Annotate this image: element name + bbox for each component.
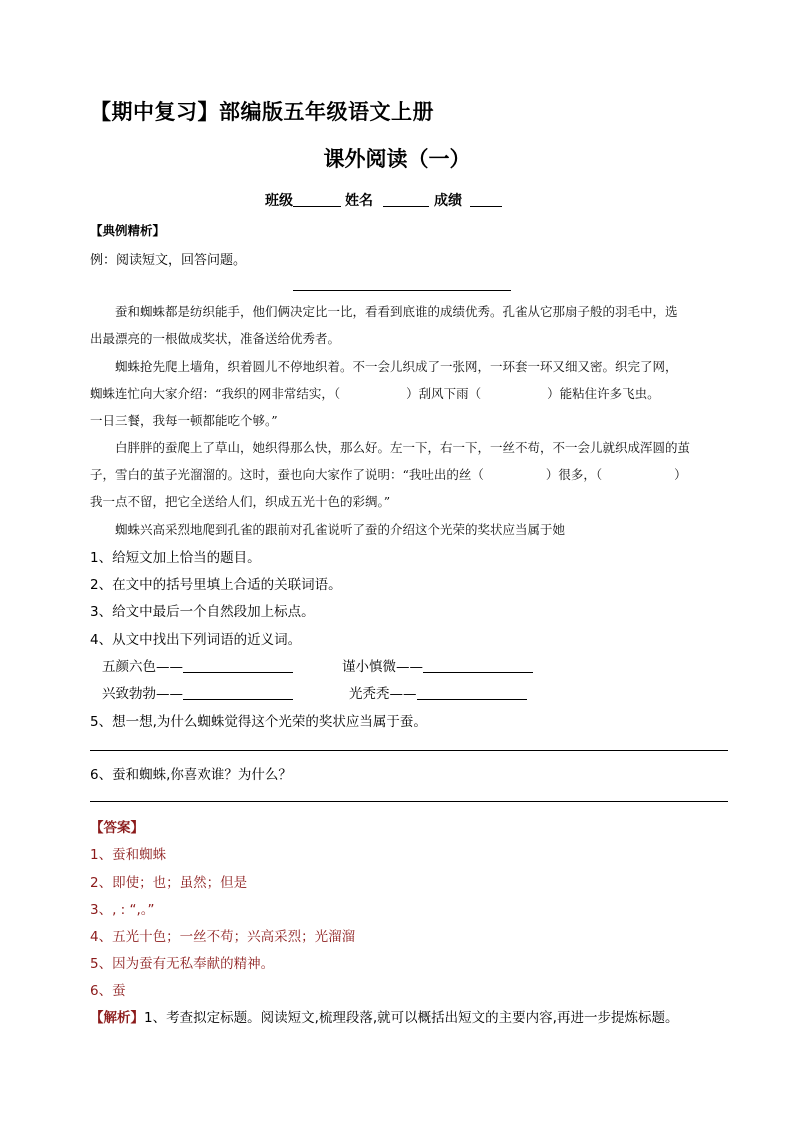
- answer-4: 4、五光十色；一丝不苟；兴高采烈；光溜溜: [90, 929, 356, 945]
- class-field: [265, 190, 341, 210]
- story-p4: 蜘蛛兴高采烈地爬到孔雀的跟前对孔雀说听了蚕的介绍这个光荣的奖状应当属于她: [115, 522, 566, 537]
- name-blank[interactable]: [383, 192, 429, 207]
- analysis-text: 1、考查拟定标题。阅读短文,梳理段落,就可以概括出短文的主要内容,再进一步提炼标题。: [144, 1010, 679, 1026]
- question-3: 3、给文中最后一个自然段加上标点。: [90, 604, 315, 620]
- synonym-word: 五颜六色——: [102, 659, 183, 675]
- synonym-word: 兴致勃勃——: [102, 686, 183, 702]
- story-p2-line2: [90, 384, 660, 402]
- question-1: 1、给短文加上恰当的题目。: [90, 550, 261, 566]
- story-p3-line3: 我一点不留，把它全送给人们，织成五光十色的彩绸。”: [90, 494, 391, 509]
- analysis-label: 【解析】: [90, 1010, 144, 1026]
- score-field: [434, 190, 502, 210]
- score-blank[interactable]: [470, 192, 502, 207]
- question-2: 2、在文中的括号里填上合适的关联词语。: [90, 577, 342, 593]
- synonym-blank[interactable]: [417, 685, 527, 700]
- synonym-blank[interactable]: [183, 685, 293, 700]
- answer-2: 2、即使；也；虽然；但是: [90, 875, 248, 891]
- synonym-word: 谨小慎微——: [342, 659, 423, 675]
- answer-line-6[interactable]: [90, 801, 728, 802]
- synonym-blank[interactable]: [423, 658, 533, 673]
- score-label: 成绩: [434, 193, 462, 209]
- analysis: [90, 1006, 678, 1026]
- question-4: 4、从文中找出下列词语的近义词。: [90, 632, 302, 648]
- answer-1: 1、蚕和蜘蛛: [90, 847, 167, 863]
- story-p3-line2: [90, 465, 687, 483]
- story-p3-line1: 白胖胖的蚕爬上了草山，她织得那么快，那么好。左一下，右一下，一丝不苟，不一会儿就织成浑圆的茧: [115, 440, 691, 455]
- synonym-item: [349, 682, 527, 702]
- story-p2-line2-a: 蜘蛛连忙向大家介绍：“我织的网非常结实，（: [90, 386, 341, 401]
- story-p3-line2-a: 子，雪白的茧子光溜溜的。这时，蚕也向大家作了说明：“我吐出的丝（: [90, 467, 484, 482]
- synonym-word: 光秃秃——: [349, 686, 417, 702]
- story-p3-line2-b: ）很多，（: [545, 467, 603, 482]
- story-p1-line2: 出最漂亮的一根做成奖状，准备送给优秀者。: [90, 331, 341, 346]
- story-p2-line3: 一日三餐，我每一顿都能吃个够。”: [90, 413, 278, 428]
- answer-3: 3、, : “,。”: [90, 902, 155, 918]
- story-p1-line1: 蚕和蜘蛛都是纺织能手，他们俩决定比一比，看看到底谁的成绩优秀。孔雀从它那扇子般的羽毛中，选: [115, 304, 678, 319]
- story-p2-line1: 蜘蛛抢先爬上墙角，织着圆儿不停地织着。不一会儿织成了一张网，一环套一环又细又密。织完了网，: [115, 359, 678, 374]
- title-blank-line[interactable]: [293, 290, 511, 291]
- question-5: 5、想一想,为什么蜘蛛觉得这个光荣的奖状应当属于蚕。: [90, 714, 427, 730]
- section-label: 【典例精析】: [90, 223, 166, 238]
- question-6: 6、蚕和蜘蛛,你喜欢谁？为什么？: [90, 767, 292, 783]
- document-subtitle: 课外阅读（一）: [323, 147, 471, 171]
- story-p2-line2-b: ）刮风下雨（: [406, 386, 482, 401]
- name-field: [345, 190, 429, 210]
- instruction-text: 例：阅读短文，回答问题。: [90, 253, 247, 268]
- synonym-item: [342, 655, 533, 675]
- synonym-blank[interactable]: [183, 658, 293, 673]
- answer-6: 6、蚕: [90, 983, 126, 999]
- answers-label: 【答案】: [90, 820, 144, 836]
- story-p3-line2-c: ）: [674, 467, 687, 482]
- document-title: 【期中复习】部编版五年级语文上册: [90, 100, 434, 124]
- synonym-item: [102, 655, 293, 675]
- answer-5: 5、因为蚕有无私奉献的精神。: [90, 956, 275, 972]
- synonym-item: [102, 682, 293, 702]
- class-blank[interactable]: [293, 192, 341, 207]
- class-label: 班级: [265, 193, 293, 209]
- answer-line-5[interactable]: [90, 750, 728, 751]
- story-p2-line2-c: ）能粘住许多飞虫。: [547, 386, 660, 401]
- name-label: 姓名: [345, 193, 373, 209]
